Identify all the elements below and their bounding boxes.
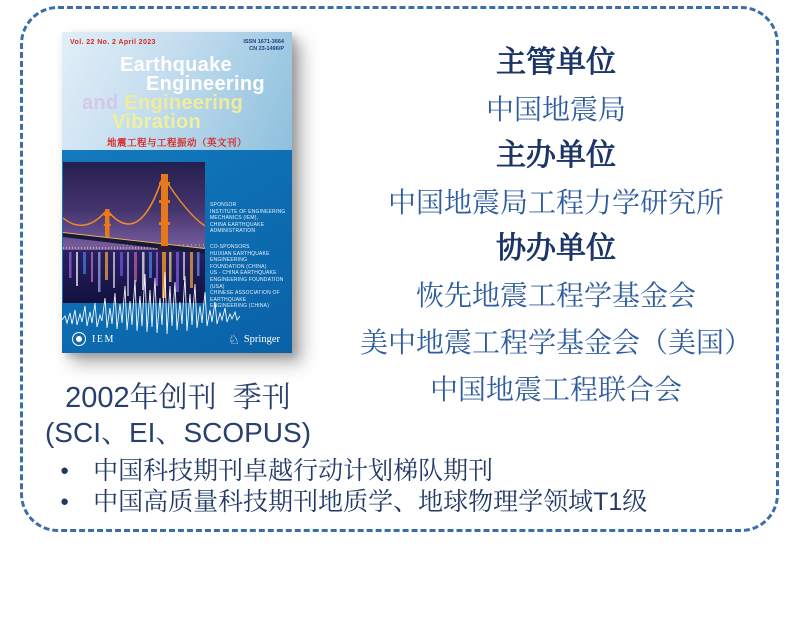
issn-line: ISSN 1671-3664	[243, 39, 284, 45]
list-item	[60, 456, 740, 486]
cosponsor-line: US - CHINA EARTHQUAKE	[210, 270, 277, 277]
sponsor-line: MECHANICS (IEM),	[210, 215, 259, 222]
springer-label: Springer	[243, 333, 280, 345]
cover-title	[70, 56, 284, 132]
issn-info	[243, 39, 284, 53]
cover-subtitle-cn: 地震工程与工程振动（英文刊）	[106, 138, 247, 149]
sponsor-line: CHINA EARTHQUAKE ADMINISTRATION	[210, 221, 265, 235]
cn-line: CN 23-1496/P	[249, 46, 284, 52]
journal-info-column	[338, 40, 774, 413]
coorganizer-name-3: 中国地震工程联合会	[429, 374, 682, 405]
journal-caption	[28, 381, 328, 449]
cosponsor-line: FOUNDATION (CHINA)	[210, 263, 267, 270]
achievement-text-2: 中国高质量科技期刊地质学、地球物理学领域T1级	[93, 488, 648, 516]
title-word-and: and	[82, 92, 119, 114]
cosponsor-line: ENGINEERING (CHINA)	[210, 303, 270, 310]
bullet-dot-icon: ●	[60, 462, 70, 479]
index-line: (SCI、EI、SCOPUS)	[44, 417, 312, 448]
cover-body	[62, 150, 292, 353]
sponsor-block	[210, 202, 290, 235]
cosponsor-line: CO-SPONSORS	[210, 243, 250, 250]
sponsor-line: INSTITUTE OF ENGINEERING	[210, 208, 286, 215]
cover-header	[62, 32, 292, 150]
cosponsor-line: CHINESE ASSOCIATION OF EARTHQUAKE	[210, 290, 280, 303]
achievement-list	[60, 456, 740, 518]
title-word-vibration: Vibration	[112, 111, 202, 133]
springer-horse-icon: ♘	[228, 331, 240, 347]
iem-logo	[72, 332, 115, 346]
coorganizer-name-1: 恢先地震工程学基金会	[415, 280, 696, 311]
sponsor-line: SPONSOR	[210, 202, 237, 208]
title-word-engineering: Engineering	[146, 73, 265, 95]
list-item	[60, 487, 740, 517]
cover-issue-row	[70, 39, 284, 53]
cover-logos-row	[72, 332, 280, 346]
achievement-text-1: 中国科技期刊卓越行动计划梯队期刊	[93, 457, 494, 485]
cosponsor-line: HUIXIAN EARTHQUAKE ENGINEERING	[210, 250, 270, 264]
iem-label: IEM	[92, 333, 115, 345]
supervisor-name: 中国地震局	[485, 94, 626, 125]
cosponsor-line: ENGINEERING FOUNDATION (USA)	[210, 276, 284, 290]
coorganizer-heading: 协办单位	[496, 232, 616, 265]
iem-logo-icon	[72, 332, 86, 346]
title-word-earthquake: Earthquake	[120, 54, 232, 76]
title-word-engineering2: Engineering	[118, 92, 244, 114]
springer-logo	[228, 333, 280, 346]
issue-info: Vol. 22 No. 2 April 2023	[70, 39, 156, 46]
bullet-dot-icon: ●	[60, 493, 70, 510]
journal-cover	[62, 32, 292, 353]
seismogram-waveform-icon	[62, 268, 240, 340]
coorganizer-name-2: 美中地震工程学基金会（美国）	[359, 327, 752, 358]
founded-line: 2002年创刊 季刊	[65, 382, 291, 414]
organizer-heading: 主办单位	[496, 139, 616, 172]
supervisor-heading: 主管单位	[496, 46, 616, 79]
organizer-name: 中国地震局工程力学研究所	[387, 187, 724, 218]
